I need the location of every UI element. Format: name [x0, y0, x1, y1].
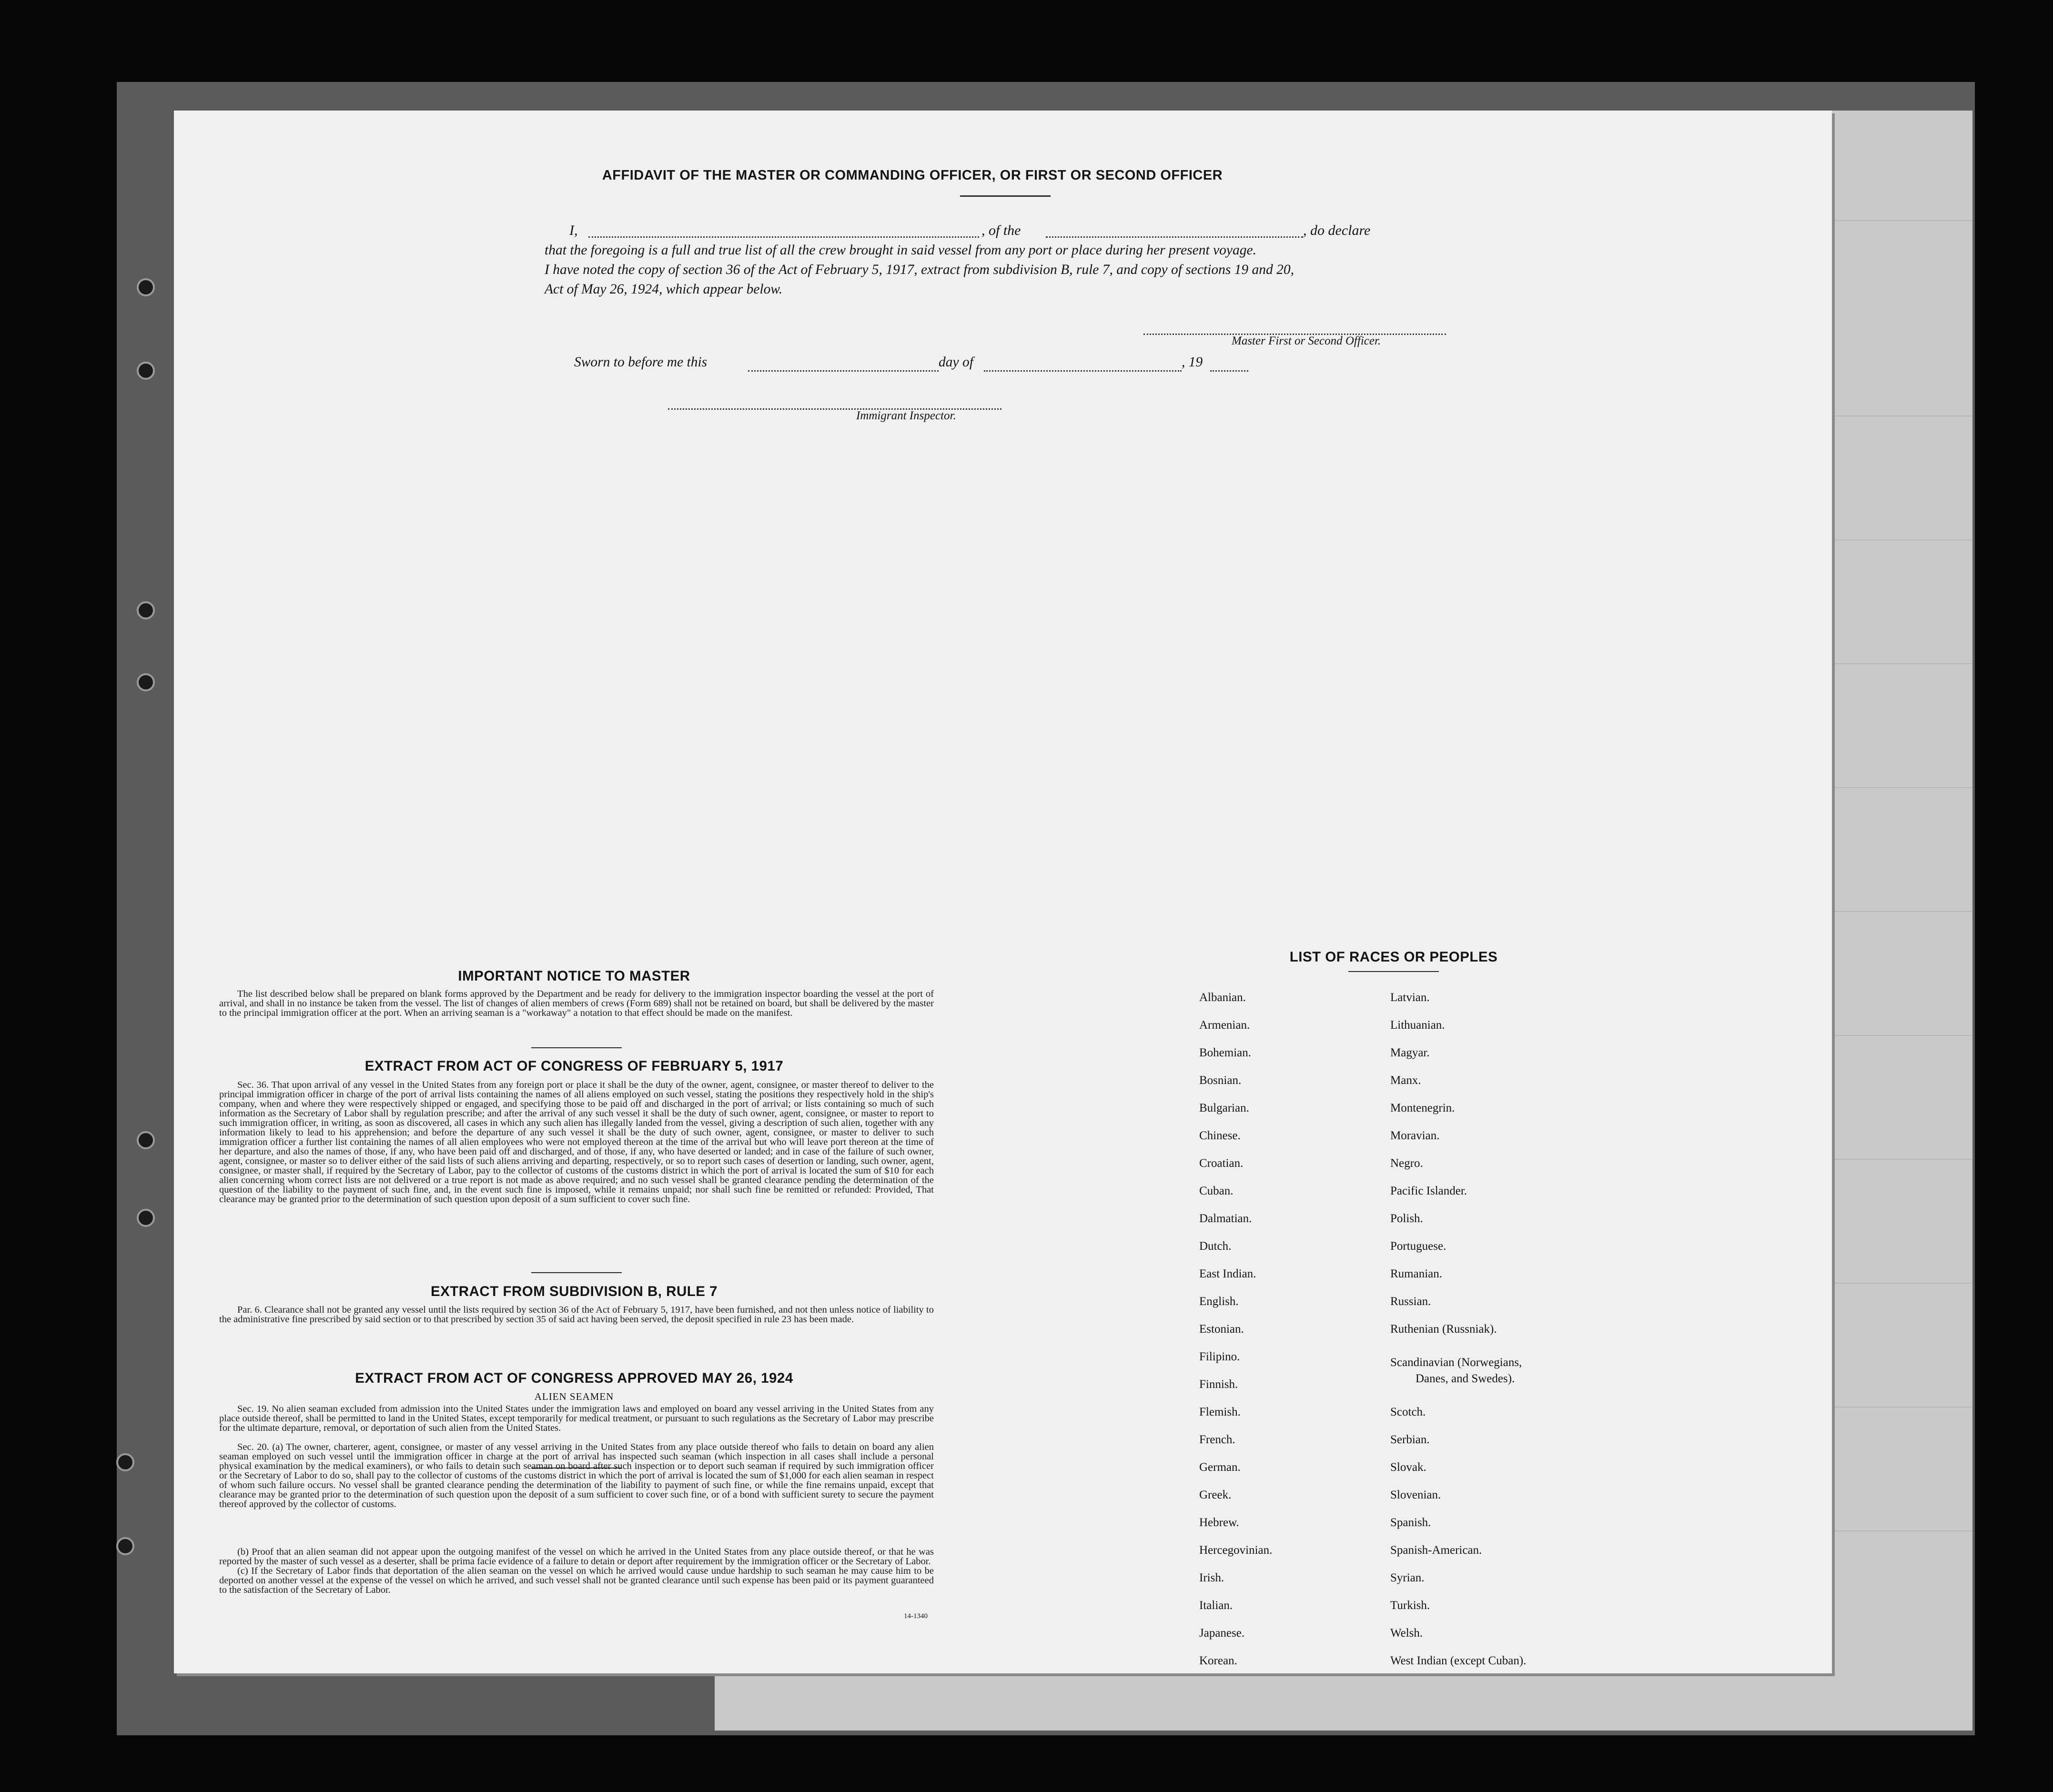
race-left: Flemish. [1199, 1406, 1241, 1418]
section-divider [531, 1047, 622, 1048]
race-left: Estonian. [1199, 1323, 1244, 1336]
affidavit-i-label: I, [569, 223, 578, 238]
race-right: Pacific Islander. [1390, 1185, 1467, 1197]
race-right: Scandinavian (Norwegians, [1390, 1356, 1522, 1369]
race-right: Latvian. [1390, 991, 1430, 1004]
race-left: Japanese. [1199, 1627, 1245, 1640]
race-left: East Indian. [1199, 1267, 1256, 1280]
race-left: Bulgarian. [1199, 1102, 1249, 1114]
race-right: Moravian. [1390, 1129, 1440, 1142]
race-left: Filipino. [1199, 1350, 1240, 1363]
race-left: Hebrew. [1199, 1516, 1239, 1529]
race-right: Slovak. [1390, 1461, 1426, 1474]
extract-rule7-title: EXTRACT FROM SUBDIVISION B, RULE 7 [430, 1284, 718, 1299]
sworn-year-prefix: , 19 [1182, 354, 1203, 370]
race-left: Bohemian. [1199, 1046, 1252, 1059]
race-right: Slovenian. [1390, 1488, 1441, 1501]
extract-1924-subtitle: ALIEN SEAMEN [534, 1391, 614, 1402]
race-left: Cuban. [1199, 1185, 1234, 1197]
race-left: Dalmatian. [1199, 1212, 1252, 1225]
extract-1917-text: Sec. 36. That upon arrival of any vessel in the United States from any foreign port or place it shall be the duty of the owner, agent, consignee, or master thereof to deliver to the principal immigration officer in charge of the port of arrival lists containing the names of all aliens employed on such vessel, stating the positions they respectively hold in the ship's company, when and where they were respectively shipped or engaged, and specifying those to be paid off and discharged in the port of arrival; or lists containing so much of such information as the Secretary of Labor shall by regulation prescribe; and after the arrival of any such vessel it shall be the duty of such owner, agent, consignee, or master to report to such immigration officer, in writing, as soon as discovered, all cases in which any such alien has illegally landed from the vessel, giving a description of such alien, together with any information likely to lead to his apprehension; and before the departure of any such vessel it shall be the duty of such owner, agent, consignee, or master to deliver to such immigration officer a further list containing the names of all alien employees who were not employed thereon at the time of the arrival but who will leave port thereon at the time of her departure, and also the names of those, if any, who have been paid off and discharged, and of those, if any, who have deserted or landed; and in case of the failure of such owner, agent, consignee, or master so to deliver either of the said lists of such aliens arriving and departing, respectively, or so to report such cases of desertion or landing, such owner, agent, consignee, or master shall, if required by the Secretary of Labor, pay to the collector of customs of the customs district in which the port of arrival is located the sum of $10 for each alien concerning whom correct lists are not delivered or a true report is not made as above required; and no such vessel shall be granted clearance pending the determination of the question of the liability to the payment of such fine, and, in the event such fine is imposed, while it remains unpaid; nor shall such fine be remitted or refunded: Provided, That clearance may be granted prior to the determination of such question upon deposit of a sum sufficient to cover such fine. [219, 1080, 934, 1205]
races-title-rule [1348, 971, 1439, 972]
race-left: Hercegovinian. [1199, 1544, 1273, 1557]
affidavit-line-4: Act of May 26, 1924, which appear below. [545, 282, 783, 297]
race-left: Albanian. [1199, 991, 1246, 1004]
extract-rule7-text: Par. 6. Clearance shall not be granted any vessel until the lists required by section 36 of the Act of February 5, 1917, have been furnished, and not then unless notice of liability to the administrative fine prescribed by said section or to that prescribed by section 35 of said act having been served, the deposit specified in rule 23 has been made. [219, 1305, 934, 1325]
affidavit-title: AFFIDAVIT OF THE MASTER OR COMMANDING OFFICER, OR FIRST OR SECOND OFFICER [602, 168, 1223, 183]
master-caption: Master First or Second Officer. [1232, 334, 1381, 347]
officer-name-blank[interactable] [588, 236, 979, 238]
race-left: German. [1199, 1461, 1241, 1474]
race-left: Korean. [1199, 1654, 1237, 1667]
affidavit-do-declare: , do declare [1303, 223, 1371, 238]
binder-hole [137, 1131, 155, 1149]
race-left: Irish. [1199, 1571, 1224, 1584]
extract-1917-title: EXTRACT FROM ACT OF CONGRESS OF FEBRUARY 5, 1917 [364, 1058, 784, 1074]
form-number: 14-1340 [904, 1612, 928, 1620]
race-right: Spanish-American. [1390, 1544, 1482, 1557]
binder-hole [137, 673, 155, 691]
race-right: Montenegrin. [1390, 1102, 1455, 1114]
binder-hole [116, 1453, 134, 1471]
race-left: French. [1199, 1433, 1235, 1446]
binder-hole [137, 362, 155, 380]
race-right: Lithuanian. [1390, 1019, 1445, 1032]
race-right: Negro. [1390, 1157, 1423, 1170]
vessel-name-blank[interactable] [1046, 236, 1303, 238]
race-left: English. [1199, 1295, 1239, 1308]
extract-1924-sec20a: Sec. 20. (a) The owner, charterer, agent, consignee, or master of any vessel arriving in the United States from any place outside thereof who fails to detain on board any alien seaman employed on such vessel until the immigration officer in charge at the port of arrival has inspected such seaman (which inspection in all cases shall include a personal physical examination by the medical examiners), or who fails to detain such seaman on board after such inspection or to deport such seaman if required by such immigration officer or the Secretary of Labor to do so, shall pay to the collector of customs of the customs district in which the port of arrival is located the sum of $1,000 for each alien seaman in respect of whom such failure occurs. No vessel shall be granted clearance pending the determination of the liability to payment of such fine, or while the fine remains unpaid, except that clearance may be granted prior to the determination of such question upon the deposit of a sum sufficient to cover such fine, or of a bond with sufficient surety to secure the payment thereof approved by the collector of customs. [219, 1442, 934, 1509]
race-right: Manx. [1390, 1074, 1421, 1087]
race-right: West Indian (except Cuban). [1390, 1654, 1527, 1667]
title-rule [960, 195, 1051, 197]
race-right: Scotch. [1390, 1406, 1426, 1418]
race-right: Ruthenian (Russniak). [1390, 1323, 1497, 1336]
sworn-year-blank[interactable] [1210, 370, 1248, 372]
binder-hole [137, 1209, 155, 1227]
sworn-label: Sworn to before me this [574, 354, 708, 370]
race-left: Croatian. [1199, 1157, 1244, 1170]
extract-1924-sec20c: (c) If the Secretary of Labor finds that deportation of the alien seaman on the vessel on which he arrived would cause undue hardship to such seaman he may cause him to be deported on another vessel at the expense of the vessel on which he arrived, and such vessel shall not be granted clearance until such expense has been paid or its payment guaranteed to the satisfaction of the Secretary of Labor. [219, 1566, 934, 1595]
binder-hole [137, 278, 155, 296]
race-right: Magyar. [1390, 1046, 1430, 1059]
race-left: Chinese. [1199, 1129, 1241, 1142]
notice-text: The list described below shall be prepared on blank forms approved by the Department and be ready for delivery to the immigration inspector boarding the vessel at the port of arrival, and shall in no instance be taken from the vessel. The list of changes of alien members of crews (Form 689) shall not be retained on board, but shall be delivered by the master to the principal immigration officer at the port. When an arriving seaman is a "workaway" a notation to that effect should be made on the manifest. [219, 989, 934, 1018]
race-left: Bosnian. [1199, 1074, 1242, 1087]
affidavit-page [174, 111, 1832, 1673]
notice-title: IMPORTANT NOTICE TO MASTER [458, 968, 690, 984]
race-right: Danes, and Swedes). [1416, 1372, 1515, 1385]
race-left: Italian. [1199, 1599, 1233, 1612]
extract-1924-sec19: Sec. 19. No alien seaman excluded from admission into the United States under the immigration laws and employed on board any vessel arriving in the United States from any place outside thereof, shall be permitted to land in the United States, except temporarily for medical treatment, or pursuant to such regulations as the Secretary of Labor may prescribe for the ultimate departure, removal, or deportation of such alien from the United States. [219, 1404, 934, 1433]
races-title: LIST OF RACES OR PEOPLES [1289, 949, 1498, 965]
race-right: Turkish. [1390, 1599, 1430, 1612]
section-divider [531, 1272, 622, 1273]
sworn-day-blank[interactable] [748, 370, 939, 372]
race-left: Finnish. [1199, 1378, 1238, 1391]
race-right: Portuguese. [1390, 1240, 1446, 1253]
affidavit-of-the: , of the [981, 223, 1021, 238]
inspector-caption: Immigrant Inspector. [856, 409, 956, 422]
race-right: Russian. [1390, 1295, 1431, 1308]
binder-hole [116, 1537, 134, 1555]
binder-hole [137, 601, 155, 619]
affidavit-line-3: I have noted the copy of section 36 of the Act of February 5, 1917, extract from subdivision B, rule 7, and copy of sections 19 and 20, [545, 262, 1295, 277]
race-right: Welsh. [1390, 1627, 1423, 1640]
race-right: Polish. [1390, 1212, 1423, 1225]
race-left: Dutch. [1199, 1240, 1232, 1253]
race-left: Greek. [1199, 1488, 1232, 1501]
race-right: Spanish. [1390, 1516, 1431, 1529]
race-right: Rumanian. [1390, 1267, 1443, 1280]
sworn-day-of: day of [939, 354, 973, 370]
race-right: Serbian. [1390, 1433, 1430, 1446]
race-right: Syrian. [1390, 1571, 1425, 1584]
extract-1924-sec20b: (b) Proof that an alien seaman did not appear upon the outgoing manifest of the vessel on which he arrived in the United States from any place outside thereof, or that he was reported by the master of such vessel as a deserter, shall be prima facie evidence of a failure to detain or deport after requirement by the immigration officer or the Secretary of Labor. [219, 1547, 934, 1567]
affidavit-line-2: that the foregoing is a full and true list of all the crew brought in said vessel from any port or place during her present voyage. [545, 243, 1256, 258]
extract-1924-title: EXTRACT FROM ACT OF CONGRESS APPROVED MAY 26, 1924 [355, 1370, 793, 1386]
sworn-month-blank[interactable] [984, 370, 1182, 372]
race-left: Armenian. [1199, 1019, 1250, 1032]
